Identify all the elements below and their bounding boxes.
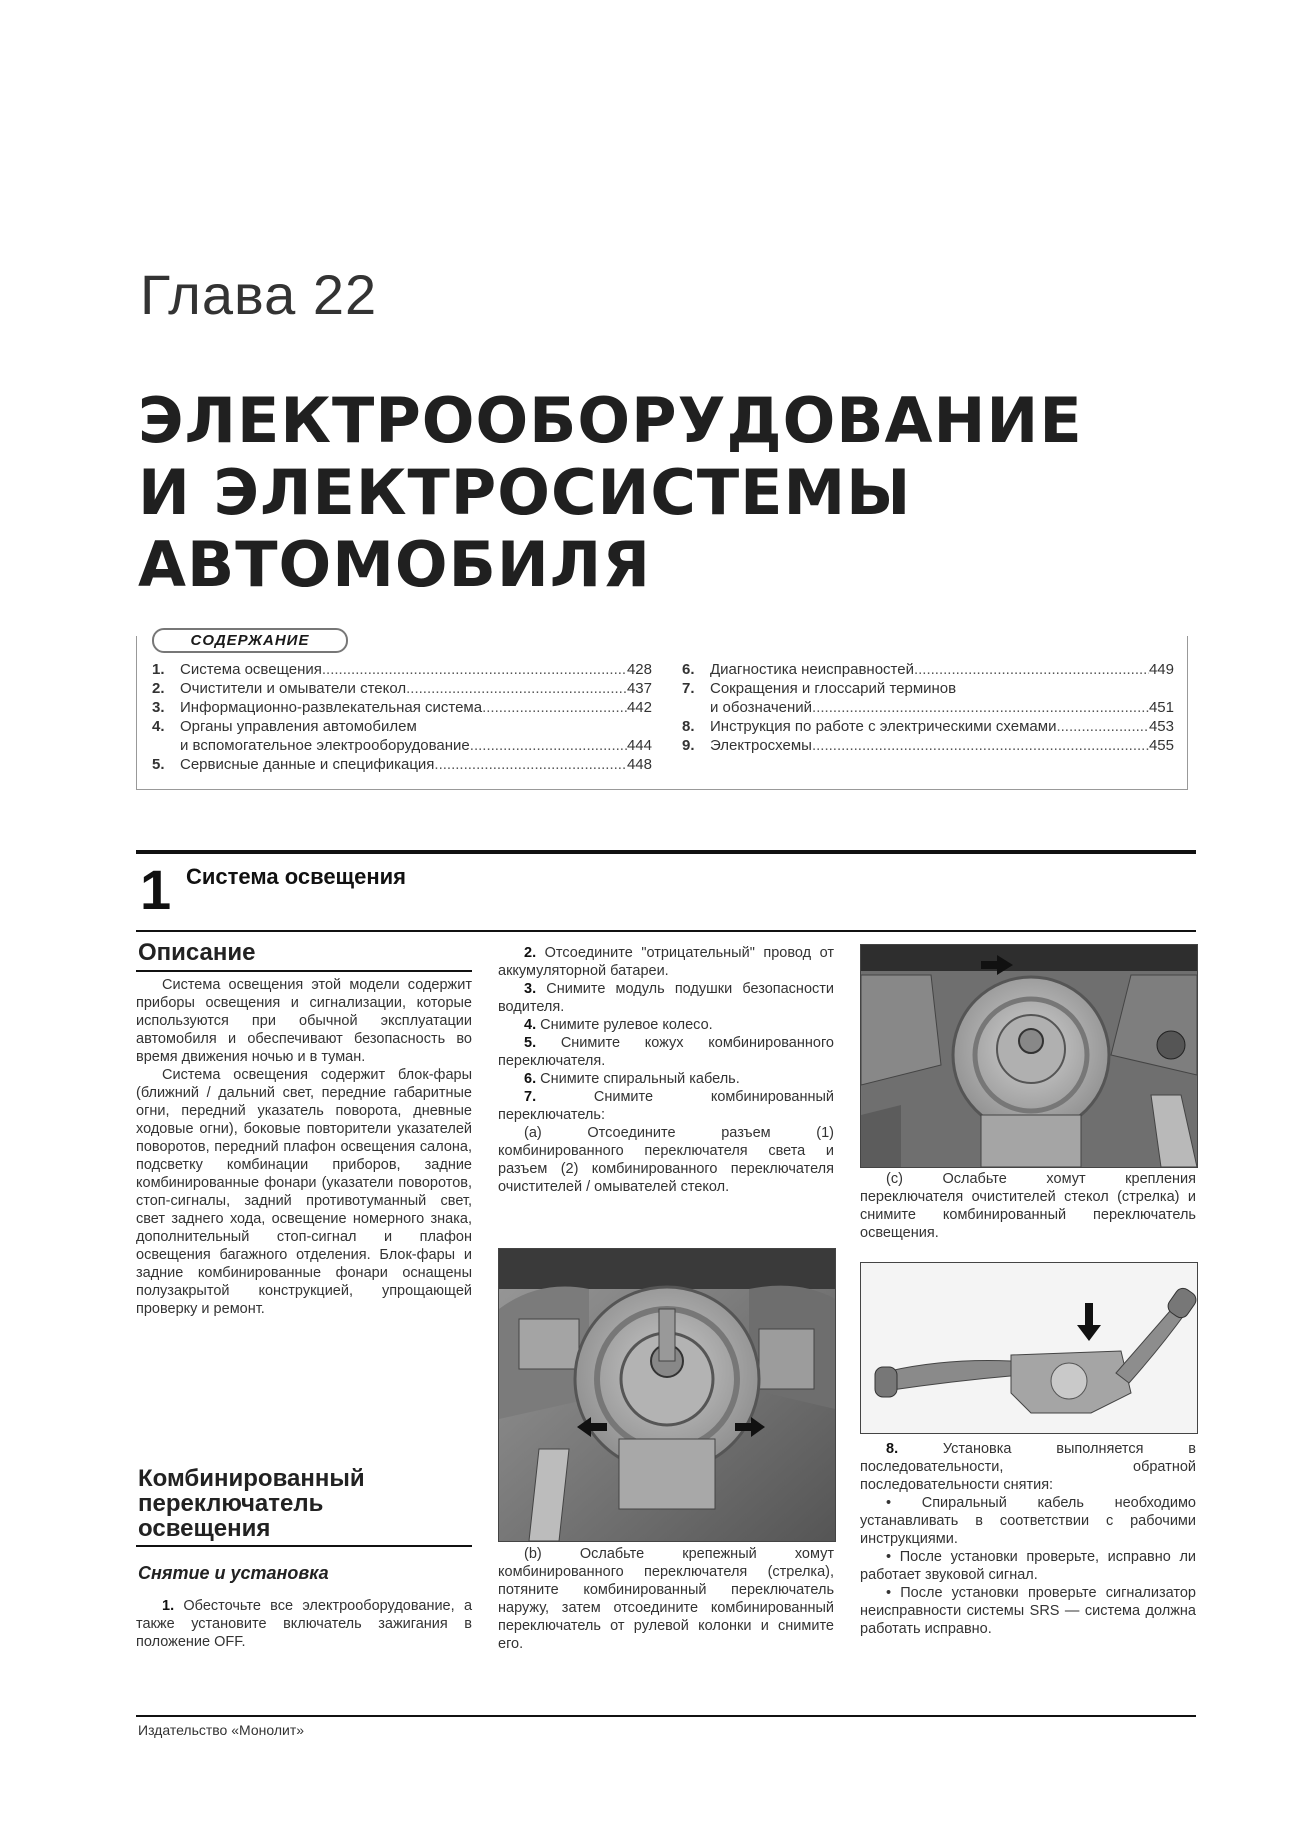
bullet-item: • Спиральный кабель необходимо устанавливать в соответствии с рабочими инструкциями. (860, 1495, 1196, 1547)
photo-spiral-cable (498, 1248, 836, 1542)
toc-num: 5. (152, 756, 165, 773)
toc-entry[interactable] (682, 717, 1174, 736)
bullet-text: После установки проверьте, исправно ли работает звуковой сигнал. (860, 1549, 1197, 1583)
toc-num: 9. (682, 737, 695, 754)
removal-subheading: Снятие и установка (138, 1563, 329, 1583)
toc-entry[interactable] (682, 736, 1174, 755)
toc-num: 7. (682, 680, 695, 697)
toc-num: 3. (152, 699, 165, 716)
footer-rule (136, 1715, 1196, 1717)
bullet-item: • После установки проверьте, исправно ли работает звуковой сигнал. (860, 1549, 1197, 1583)
step-text: Установка выполняется в последовательности, обратной последовательности снятия: (860, 1441, 1196, 1493)
toc-page: 449 (1148, 661, 1174, 678)
toc-page: 444 (626, 737, 652, 754)
heading-rule (136, 1545, 472, 1547)
step-text: Снимите рулевое колесо. (540, 1017, 713, 1033)
toc-page: 448 (626, 756, 652, 773)
section-rule-top (136, 850, 1196, 854)
toc-text: и вспомогательное электрооборудование (180, 737, 470, 754)
step-num: 3. (524, 981, 537, 997)
combo-switch-heading (138, 1466, 365, 1541)
toc-text: Электросхемы (710, 737, 812, 754)
toc-num: 2. (152, 680, 165, 697)
photo-connectors (860, 944, 1198, 1168)
toc-text: Информационно-развлекательная система (180, 699, 483, 716)
step-1 (136, 1597, 472, 1651)
step-text: Снимите спиральный кабель. (540, 1071, 740, 1087)
step-text: Обесточьте все электрооборудование, а также установите включатель зажигания в положение OFF. (136, 1598, 473, 1650)
chapter-title-line: И ЭЛЕКТРОСИСТЕМЫ (138, 456, 912, 529)
combination-switch-illustration (861, 1263, 1197, 1433)
toc-text: Очистители и омыватели стекол (180, 680, 407, 697)
spiral-cable-illustration (499, 1249, 835, 1541)
toc-entry-continued[interactable] (682, 698, 1174, 717)
caption-text: (с) Ослабьте хомут крепления переключателя очистителей стекол (стрелка) и снимите комбинированный переключатель освещения. (860, 1171, 1196, 1241)
section-number: 1 (140, 858, 172, 921)
description-heading: Описание (138, 939, 256, 966)
step-num: 5. (524, 1035, 537, 1051)
toc-page: 451 (1148, 699, 1174, 716)
step-num: 4. (524, 1017, 537, 1033)
step-num: 8. (886, 1441, 899, 1457)
section-title: Система освещения (186, 864, 406, 889)
toc-entry-continued[interactable] (152, 736, 652, 755)
toc-right-column (682, 660, 1174, 755)
toc-entry[interactable] (152, 660, 652, 679)
step-text: Снимите кожух комбинированного переключателя. (498, 1035, 834, 1069)
description-text (136, 976, 472, 1318)
step-num: 6. (524, 1071, 537, 1087)
toc-entry[interactable] (682, 660, 1174, 679)
toc-num: 4. (152, 718, 165, 735)
caption-c (860, 1170, 1196, 1242)
toc-left-column (152, 660, 652, 774)
toc-page: 455 (1148, 737, 1174, 754)
bullet-item: • После установки проверьте сигнализатор неисправности системы SRS — система должна работать исправно. (860, 1585, 1196, 1637)
bullet-text: Спиральный кабель необходимо устанавливать в соответствии с рабочими инструкциями. (860, 1495, 1196, 1547)
toc-page: 428 (626, 661, 652, 678)
section-rule-bottom (136, 930, 1196, 932)
toc-text: Сервисные данные и спецификация (180, 756, 435, 773)
description-paragraph: Система освещения содержит блок-фары (ближний / дальний свет, передние габаритные огни, передний указатель поворота, дневные ходовые огни), боковые повторители указателей поворотов, передний плафон освещения салона, подсветку комбинации приборов, задние комбинированные фонари (указатели поворотов, стоп-сигналы, задний противотуманный свет, свет заднего хода, освещение номерного знака, дополнительный стоп-сигнал и плафон освещения багажного отделения. Блок-фары и задние комбинированные фонари оснащены полузакрытой конструкцией, упрощающей проверку и ремонт. (136, 1067, 472, 1317)
bullet-text: После установки проверьте сигнализатор неисправности системы SRS — система должна работать исправно. (860, 1585, 1196, 1637)
toc-page: 442 (626, 699, 652, 716)
toc-entry[interactable] (152, 698, 652, 717)
toc-entry[interactable] (152, 755, 652, 774)
chapter-title-line: АВТОМОБИЛЯ (138, 528, 652, 601)
step-num: 7. (524, 1089, 537, 1105)
heading-rule (136, 970, 472, 972)
toc-text: Диагностика неисправностей (710, 661, 914, 678)
toc-entry[interactable] (152, 717, 652, 736)
toc-entry[interactable] (682, 679, 1174, 698)
heading-line: освещения (138, 1515, 271, 1542)
toc-num: 1. (152, 661, 165, 678)
step-text: Снимите комбинированный переключатель: (498, 1089, 834, 1123)
chapter-label: Глава 22 (140, 263, 378, 326)
toc-text: и обозначений (710, 699, 813, 716)
step-text: Снимите модуль подушки безопасности водителя. (498, 981, 834, 1015)
toc-text: Система освещения (180, 661, 322, 678)
description-paragraph: Система освещения этой модели содержит приборы освещения и сигнализации, которые используются при обычной эксплуатации автомобиля и обеспечивают безопасность во время движения ночью и в туман. (136, 977, 472, 1065)
connectors-illustration (861, 945, 1197, 1167)
toc-text: Органы управления автомобилем (180, 718, 417, 735)
publisher-footer: Издательство «Монолит» (138, 1722, 305, 1738)
step-8 (860, 1440, 1196, 1638)
chapter-title-line: ЭЛЕКТРООБОРУДОВАНИЕ (138, 384, 1083, 457)
toc-num: 6. (682, 661, 695, 678)
photo-combination-switch (860, 1262, 1198, 1434)
chapter-title (138, 385, 1083, 601)
toc-page: 437 (626, 680, 652, 697)
caption-text: (b) Ослабьте крепежный хомут комбинированного переключателя (стрелка), потяните комбинированный переключатель наружу, затем отсоедините комбинированный переключатель от рулевой колонки и снимите его. (498, 1546, 834, 1652)
toc-text: Сокращения и глоссарий терминов (710, 680, 957, 697)
step-num: 1. (162, 1598, 175, 1614)
toc-num: 8. (682, 718, 695, 735)
toc-text: Инструкция по работе с электрическими схемами (710, 718, 1057, 735)
step-num: 2. (524, 945, 537, 961)
step-7a: (а) Отсоедините разъем (1) комбинированного переключателя света и разъем (2) комбинированного переключателя очистителей / омывателей стекол. (498, 1125, 834, 1195)
toc-entry[interactable] (152, 679, 652, 698)
step-text: Отсоедините "отрицательный" провод от аккумуляторной батареи. (498, 945, 835, 979)
toc-page: 453 (1148, 718, 1174, 735)
steps-list (498, 944, 834, 1196)
caption-b (498, 1545, 834, 1653)
heading-line: Комбинированный (138, 1465, 365, 1492)
toc-title: СОДЕРЖАНИЕ (152, 628, 348, 653)
heading-line: переключатель (138, 1490, 324, 1517)
